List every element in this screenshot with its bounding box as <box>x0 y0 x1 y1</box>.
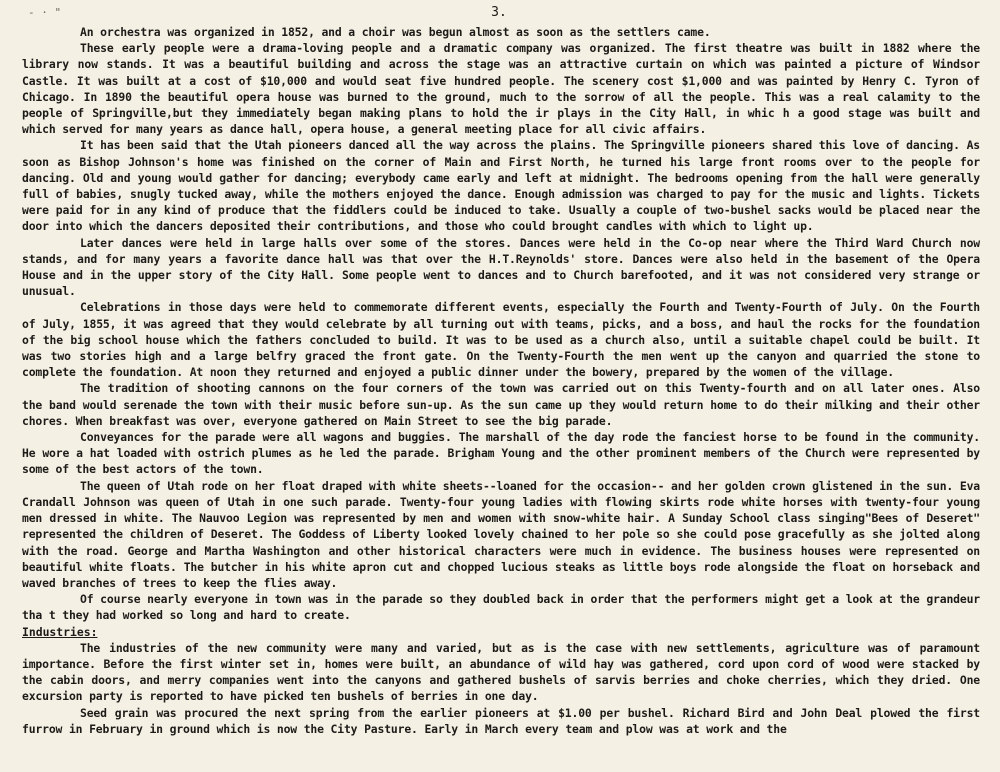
paragraph-industries: The industries of the new community were many and varied, but as is the case with new settlements, agriculture was of paramount importance. Before the first winter set in, homes were built, an abundance of wild hay was gathered, cord upon cord of wood were stacked by the cabin doors, and merry companies went into the canyons and gathered bushels of sarvis berries and choke cherries, which they dried. One excursion party is reported to have picked ten bushels of berries in one day. <box>22 640 980 704</box>
paragraph-dance-halls: Later dances were held in large halls over some of the stores. Dances were held in the Co-op near where the Third Ward Church now stands, and for many years a favorite dance hall was that over the H.T.Reynolds' store. Dances were also held in the basement of the Opera House and in the upper story of the City Hall. Some people went to dances and to Church barefooted, and it was not considered very strange or unusual. <box>22 235 980 299</box>
paragraph-dancing: It has been said that the Utah pioneers danced all the way across the plains. The Springville pioneers shared this love of dancing. As soon as Bishop Johnson's home was finished on the corner of Main and First North, he turned his large front rooms over to the people for dancing. Old and young would gather for dancing; everybody came early and left at midnight. The bedrooms opening from the hall were generally full of babies, snugly tucked away, while the mothers enjoyed the dance. Enough admission was charged to pay for the music and lights. Tickets were paid for in any kind of produce that the fiddlers could be induced to take. Usually a couple of two-bushel sacks would be placed near the door into which the dancers deposited their contributions, and those who could brought candles with which to light up. <box>22 138 980 234</box>
paragraph-parade-end: Of course nearly everyone in town was in the parade so they doubled back in order that the performers might get a look at the grandeur tha t they had worked so long and hard to create. <box>22 592 980 623</box>
paragraph-queen: The queen of Utah rode on her float draped with white sheets--loaned for the occasion-- and her golden crown glistened in the sun. Eva Crandall Johnson was queen of Utah in one such parade. Twenty-four young ladies with flowing skirts rode white horses with twenty-four young men dressed in white. The Nauvoo Legion was represented by men and women with snow-white hair. A Sunday School class singing"Bees of Deseret" represented the children of Deseret. The Goddess of Liberty looked lovely chained to her pole so she could pose gracefully as she jolted along with the road. George and Martha Washington and other historical characters were much in evidence. The business houses were represented on beautiful white floats. The butcher in his white apron cut and chopped lucious steaks as little boys rode alongside the float on horseback and waved branches of trees to keep the flies away. <box>22 478 980 590</box>
industries-heading: Industries: <box>22 624 98 639</box>
paragraph-cannons: The tradition of shooting cannons on the four corners of the town was carried out on this Twenty-fourth and on all later ones. Also the band would serenade the town with their music before sun-up. As the sun came up they would return home to do their milking and their other chores. When breakfast was over, everyone gathered on Main Street to see the big parade. <box>22 381 980 428</box>
paragraph-conveyances: Conveyances for the parade were all wagons and buggies. The marshall of the day rode the fanciest horse to be found in the community. He wore a hat loaded with ostrich plumes as he led the parade. Brigham Young and the other prominent members of the Church were represented by some of the best actors of the town. <box>22 430 980 477</box>
page-number: 3. <box>491 5 507 20</box>
paragraph-orchestra: An orchestra was organized in 1852, and a choir was begun almost as soon as the settlers came. <box>80 25 711 39</box>
paragraph-celebrations: Celebrations in those days were held to commemorate different events, especially the Fourth and Twenty-Fourth of July. On the Fourth of July, 1855, it was agreed that they would celebrate by all turning out with teams, picks, and a boss, and haul the rocks for the foundation of the big school house which the fathers concluded to build. It was to be used as a church also, until a suitable chapel could be built. It was two stories high and a large belfry graced the front gate. On the Twenty-Fourth the men went up the canyon and quarried the stone to complete the foundation. At noon they returned and enjoyed a public dinner under the bowery, prepared by the women of the village. <box>22 300 980 380</box>
paragraph-seed-grain: Seed grain was procured the next spring from the earlier pioneers at $1.00 per bushel. Richard Bird and John Deal plowed the first furrow in February in ground which is now the City Pasture. Early in March every team and plow was at work and the <box>22 705 980 736</box>
paragraph-theatre: These early people were a drama-loving people and a dramatic company was organized. The first theatre was built in 1882 where the library now stands. It was a beautiful building and across the stage was an attractive curtain on which was painted a picture of Windsor Castle. It was built at a cost of $10,000 and would seat five hundred people. The scenery cost $1,000 and was painted by Henry C. Tyron of Chicago. In 1890 the beautiful opera house was burned to the ground, much to the sorrow of all the people. This was a real calamity to the people of Springville,but they immediately began making plans to hold the ir plays in the City Hall, in whic h a good stage was built and which served for many years as dance hall, opera house, a general meeting place for all civic affairs. <box>22 41 980 137</box>
margin-marks: - · " <box>28 6 62 19</box>
